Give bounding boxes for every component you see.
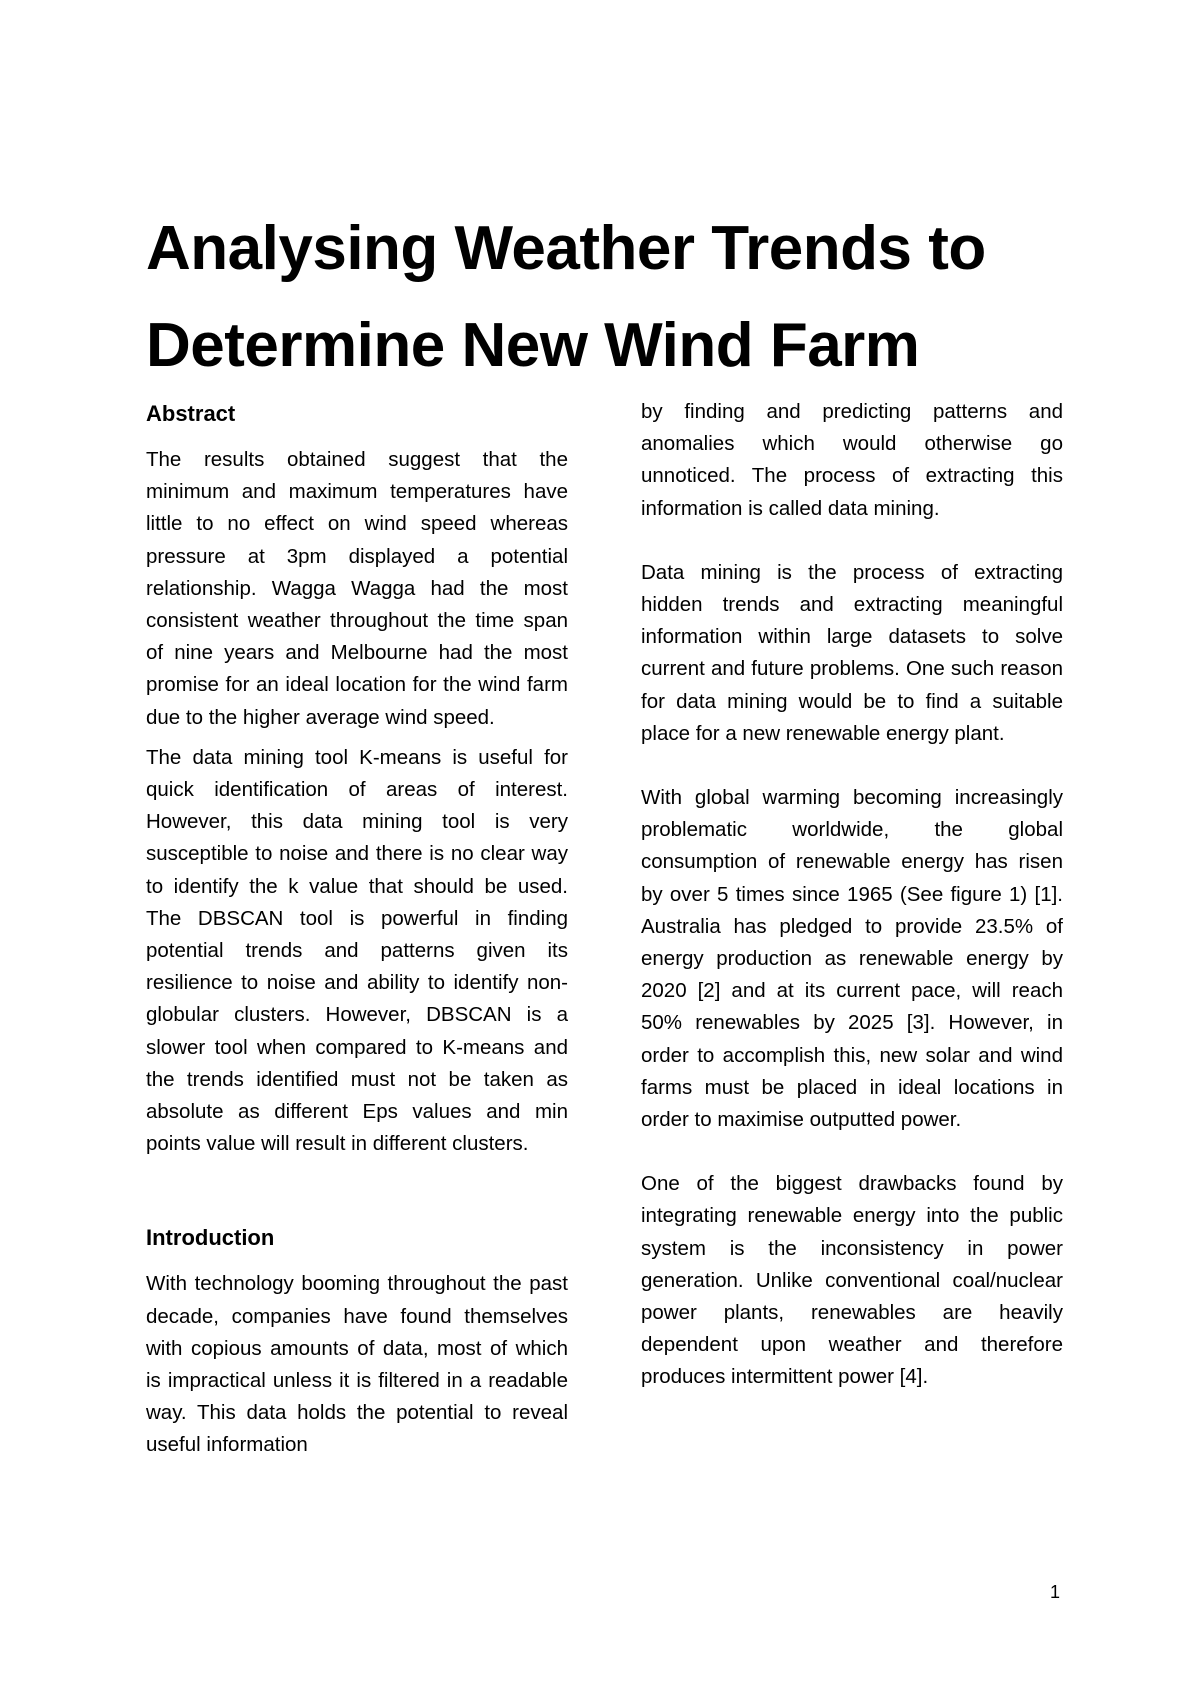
left-column [146,398,568,1470]
abstract-paragraph-1: The results obtained suggest that the minimum and maximum temperatures have little to no effect on wind speed whereas pressure at 3pm displayed a potential relationship. Wagga Wagga had the most consistent weather throughout the time span of nine years and Melbourne had the most promise for an ideal location for the wind farm due to the higher average wind speed. [146,448,568,729]
page-number: 1 [1049,1582,1060,1602]
introduction-heading: Introduction [146,1225,275,1251]
abstract-heading: Abstract [146,401,236,426]
introduction-paragraph-1-continued: by finding and predicting patterns and anomalies which would otherwise go unnoticed. The process of extracting this information is called data mining. [641,400,1063,520]
introduction-paragraph-4: One of the biggest drawbacks found by integrating renewable energy into the public system is the inconsistency in power generation. Unlike conventional coal/nuclear power plants, renewables are heavily dependent upon weather and therefore produces intermittent power [4]. [641,1172,1063,1389]
abstract-paragraph-2: The data mining tool K-means is useful for quick identification of areas of interest. However, this data mining tool is very susceptible to noise and there is no clear way to identify the k value that should be used. The DBSCAN tool is powerful in finding potential trends and patterns given its resilience to noise and ability to identify non-globular clusters. However, DBSCAN is a slower tool when compared to K-means and the trends identified must not be taken as absolute as different Eps values and min points value will result in different clusters. [146,745,568,1156]
paper-title: Analysing Weather Trends to Determine New Wind Farm [146,214,986,380]
introduction-paragraph-3: With global warming becoming increasingly problematic worldwide, the global consumption of renewable energy has risen by over 5 times since 1965 (See figure 1) [1]. Australia has pledged to provide 23.5% of energy production as renewable energy by 2020 [2] and at its current pace, will reach 50% renewables by 2025 [3]. However, in order to accomplish this, new solar and wind farms must be placed in ideal locations in order to maximise outputted power. [641,786,1063,1132]
introduction-paragraph-1: With technology booming throughout the past decade, companies have found themselves with copious amounts of data, most of which is impractical unless it is filtered in a readable way. This data holds the potential to reveal useful information [146,1272,568,1457]
right-column [641,396,1063,1426]
introduction-paragraph-2: Data mining is the process of extracting hidden trends and extracting meaningful information within large datasets to solve current and future problems. One such reason for data mining would be to find a suitable place for a new renewable energy plant. [641,560,1063,745]
